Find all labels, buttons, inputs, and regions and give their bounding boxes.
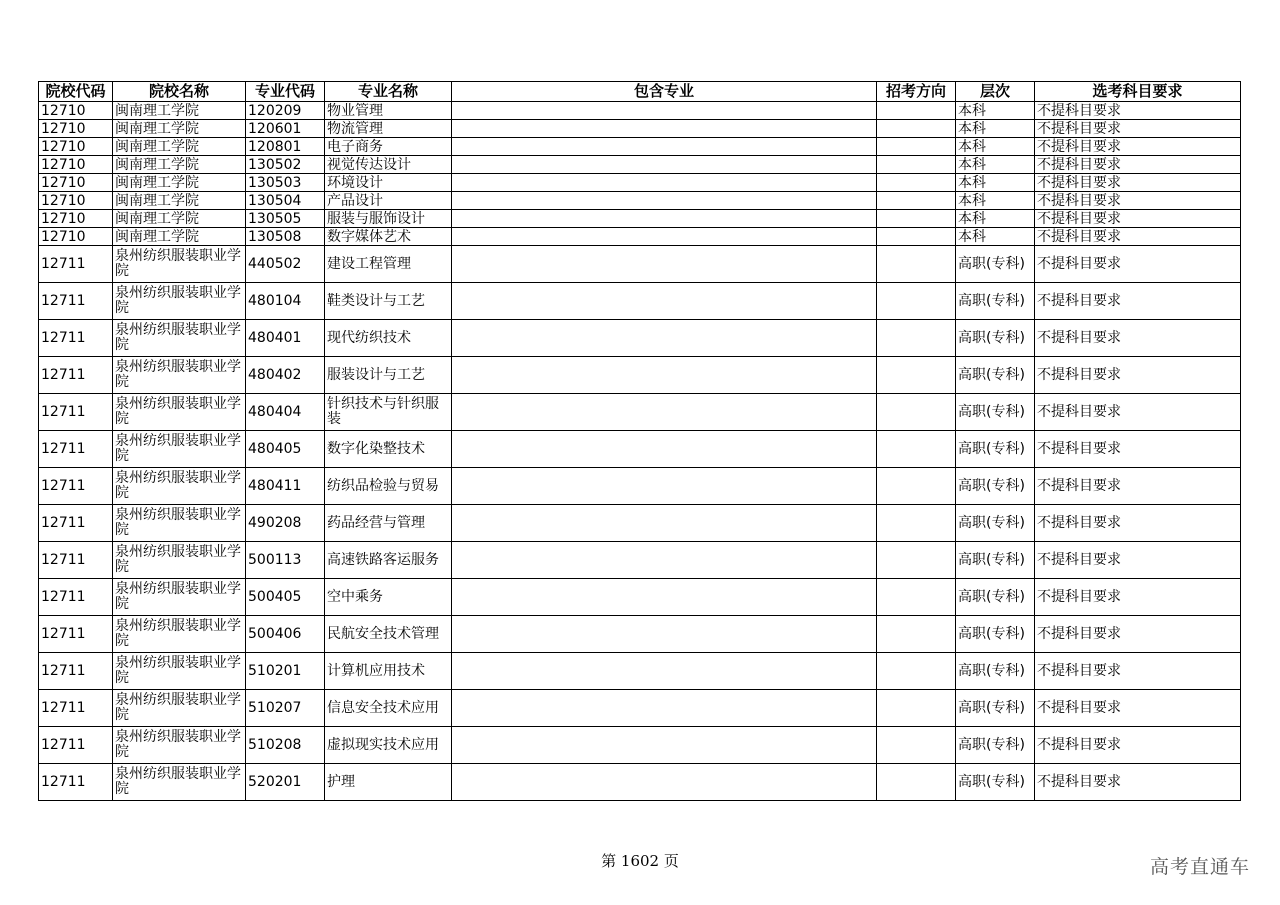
school-code-cell: 12710 (39, 228, 113, 246)
included-majors-cell (452, 210, 877, 228)
table-row (39, 764, 1241, 801)
direction-cell (877, 192, 956, 210)
direction-cell (877, 246, 956, 283)
school-name-cell: 泉州纺织服装职业学院 (113, 727, 246, 764)
subject-requirement-cell: 不提科目要求 (1035, 616, 1241, 653)
school-name-cell: 泉州纺织服装职业学院 (113, 394, 246, 431)
major-name-cell: 物流管理 (325, 120, 452, 138)
school-name-cell: 泉州纺织服装职业学院 (113, 579, 246, 616)
admissions-table (38, 81, 1241, 801)
included-majors-cell (452, 156, 877, 174)
table-row (39, 542, 1241, 579)
included-majors-cell (452, 394, 877, 431)
level-cell: 高职(专科) (956, 616, 1035, 653)
school-code-cell: 12711 (39, 357, 113, 394)
header-major-code: 专业代码 (246, 82, 325, 102)
major-code-cell: 130504 (246, 192, 325, 210)
direction-cell (877, 156, 956, 174)
subject-requirement-cell: 不提科目要求 (1035, 246, 1241, 283)
major-code-cell: 120601 (246, 120, 325, 138)
table-row (39, 120, 1241, 138)
included-majors-cell (452, 764, 877, 801)
included-majors-cell (452, 246, 877, 283)
direction-cell (877, 431, 956, 468)
school-code-cell: 12710 (39, 210, 113, 228)
header-level: 层次 (956, 82, 1035, 102)
school-code-cell: 12711 (39, 246, 113, 283)
direction-cell (877, 283, 956, 320)
page-number: 第 1602 页 (601, 852, 679, 870)
table-row (39, 192, 1241, 210)
direction-cell (877, 120, 956, 138)
school-code-cell: 12711 (39, 653, 113, 690)
major-name-cell: 计算机应用技术 (325, 653, 452, 690)
table-row (39, 431, 1241, 468)
level-cell: 高职(专科) (956, 320, 1035, 357)
school-code-cell: 12710 (39, 192, 113, 210)
level-cell: 高职(专科) (956, 764, 1035, 801)
level-cell: 高职(专科) (956, 283, 1035, 320)
school-name-cell: 泉州纺织服装职业学院 (113, 431, 246, 468)
header-major-name: 专业名称 (325, 82, 452, 102)
table-row (39, 505, 1241, 542)
school-code-cell: 12711 (39, 690, 113, 727)
included-majors-cell (452, 542, 877, 579)
table-row (39, 138, 1241, 156)
school-name-cell: 闽南理工学院 (113, 138, 246, 156)
major-code-cell: 130508 (246, 228, 325, 246)
major-name-cell: 视觉传达设计 (325, 156, 452, 174)
direction-cell (877, 764, 956, 801)
direction-cell (877, 138, 956, 156)
included-majors-cell (452, 505, 877, 542)
school-name-cell: 闽南理工学院 (113, 210, 246, 228)
major-code-cell: 510207 (246, 690, 325, 727)
major-code-cell: 440502 (246, 246, 325, 283)
major-name-cell: 数字化染整技术 (325, 431, 452, 468)
major-name-cell: 产品设计 (325, 192, 452, 210)
table-row (39, 283, 1241, 320)
header-included-majors: 包含专业 (452, 82, 877, 102)
school-name-cell: 泉州纺织服装职业学院 (113, 320, 246, 357)
school-code-cell: 12710 (39, 174, 113, 192)
major-code-cell: 510208 (246, 727, 325, 764)
school-code-cell: 12710 (39, 102, 113, 120)
subject-requirement-cell: 不提科目要求 (1035, 102, 1241, 120)
major-name-cell: 现代纺织技术 (325, 320, 452, 357)
major-code-cell: 120209 (246, 102, 325, 120)
major-code-cell: 480411 (246, 468, 325, 505)
table-row (39, 210, 1241, 228)
major-code-cell: 480104 (246, 283, 325, 320)
school-code-cell: 12710 (39, 138, 113, 156)
subject-requirement-cell: 不提科目要求 (1035, 764, 1241, 801)
direction-cell (877, 505, 956, 542)
included-majors-cell (452, 616, 877, 653)
major-name-cell: 鞋类设计与工艺 (325, 283, 452, 320)
subject-requirement-cell: 不提科目要求 (1035, 138, 1241, 156)
major-code-cell: 480402 (246, 357, 325, 394)
major-code-cell: 130502 (246, 156, 325, 174)
included-majors-cell (452, 120, 877, 138)
included-majors-cell (452, 579, 877, 616)
included-majors-cell (452, 320, 877, 357)
school-name-cell: 泉州纺织服装职业学院 (113, 542, 246, 579)
school-name-cell: 泉州纺织服装职业学院 (113, 283, 246, 320)
direction-cell (877, 357, 956, 394)
level-cell: 本科 (956, 192, 1035, 210)
major-name-cell: 物业管理 (325, 102, 452, 120)
direction-cell (877, 102, 956, 120)
level-cell: 高职(专科) (956, 394, 1035, 431)
header-school-name: 院校名称 (113, 82, 246, 102)
major-name-cell: 数字媒体艺术 (325, 228, 452, 246)
level-cell: 本科 (956, 120, 1035, 138)
subject-requirement-cell: 不提科目要求 (1035, 228, 1241, 246)
direction-cell (877, 542, 956, 579)
table-row (39, 690, 1241, 727)
school-code-cell: 12711 (39, 283, 113, 320)
major-code-cell: 120801 (246, 138, 325, 156)
direction-cell (877, 320, 956, 357)
subject-requirement-cell: 不提科目要求 (1035, 690, 1241, 727)
included-majors-cell (452, 468, 877, 505)
school-code-cell: 12711 (39, 579, 113, 616)
included-majors-cell (452, 102, 877, 120)
included-majors-cell (452, 357, 877, 394)
school-name-cell: 闽南理工学院 (113, 174, 246, 192)
major-name-cell: 药品经营与管理 (325, 505, 452, 542)
subject-requirement-cell: 不提科目要求 (1035, 653, 1241, 690)
level-cell: 高职(专科) (956, 690, 1035, 727)
table-row (39, 156, 1241, 174)
direction-cell (877, 394, 956, 431)
school-code-cell: 12711 (39, 394, 113, 431)
subject-requirement-cell: 不提科目要求 (1035, 357, 1241, 394)
level-cell: 高职(专科) (956, 431, 1035, 468)
subject-requirement-cell: 不提科目要求 (1035, 542, 1241, 579)
school-name-cell: 闽南理工学院 (113, 228, 246, 246)
subject-requirement-cell: 不提科目要求 (1035, 120, 1241, 138)
header-direction: 招考方向 (877, 82, 956, 102)
school-code-cell: 12711 (39, 764, 113, 801)
included-majors-cell (452, 431, 877, 468)
included-majors-cell (452, 138, 877, 156)
major-name-cell: 民航安全技术管理 (325, 616, 452, 653)
table-row (39, 579, 1241, 616)
direction-cell (877, 468, 956, 505)
level-cell: 高职(专科) (956, 246, 1035, 283)
direction-cell (877, 727, 956, 764)
level-cell: 本科 (956, 102, 1035, 120)
level-cell: 本科 (956, 156, 1035, 174)
school-name-cell: 闽南理工学院 (113, 120, 246, 138)
school-name-cell: 闽南理工学院 (113, 192, 246, 210)
major-code-cell: 510201 (246, 653, 325, 690)
major-code-cell: 500405 (246, 579, 325, 616)
direction-cell (877, 690, 956, 727)
table-row (39, 320, 1241, 357)
major-name-cell: 虚拟现实技术应用 (325, 727, 452, 764)
school-name-cell: 泉州纺织服装职业学院 (113, 505, 246, 542)
included-majors-cell (452, 192, 877, 210)
included-majors-cell (452, 228, 877, 246)
school-code-cell: 12711 (39, 505, 113, 542)
included-majors-cell (452, 727, 877, 764)
major-name-cell: 服装与服饰设计 (325, 210, 452, 228)
school-name-cell: 泉州纺织服装职业学院 (113, 246, 246, 283)
major-name-cell: 信息安全技术应用 (325, 690, 452, 727)
table-row (39, 394, 1241, 431)
level-cell: 高职(专科) (956, 357, 1035, 394)
major-name-cell: 纺织品检验与贸易 (325, 468, 452, 505)
major-code-cell: 480405 (246, 431, 325, 468)
school-name-cell: 闽南理工学院 (113, 102, 246, 120)
major-name-cell: 高速铁路客运服务 (325, 542, 452, 579)
header-row (39, 82, 1241, 102)
major-name-cell: 护理 (325, 764, 452, 801)
major-name-cell: 环境设计 (325, 174, 452, 192)
table-row (39, 727, 1241, 764)
subject-requirement-cell: 不提科目要求 (1035, 283, 1241, 320)
watermark: 高考直通车 (1149, 856, 1250, 878)
school-name-cell: 泉州纺织服装职业学院 (113, 468, 246, 505)
level-cell: 高职(专科) (956, 542, 1035, 579)
direction-cell (877, 579, 956, 616)
school-name-cell: 泉州纺织服装职业学院 (113, 690, 246, 727)
level-cell: 高职(专科) (956, 579, 1035, 616)
school-code-cell: 12711 (39, 431, 113, 468)
included-majors-cell (452, 174, 877, 192)
major-name-cell: 针织技术与针织服装 (325, 394, 452, 431)
level-cell: 本科 (956, 228, 1035, 246)
school-code-cell: 12711 (39, 468, 113, 505)
major-name-cell: 空中乘务 (325, 579, 452, 616)
major-code-cell: 490208 (246, 505, 325, 542)
level-cell: 高职(专科) (956, 727, 1035, 764)
included-majors-cell (452, 283, 877, 320)
major-code-cell: 520201 (246, 764, 325, 801)
table-row (39, 174, 1241, 192)
major-code-cell: 130505 (246, 210, 325, 228)
direction-cell (877, 653, 956, 690)
header-subject-requirement: 选考科目要求 (1035, 82, 1241, 102)
subject-requirement-cell: 不提科目要求 (1035, 505, 1241, 542)
level-cell: 高职(专科) (956, 505, 1035, 542)
school-code-cell: 12711 (39, 542, 113, 579)
major-name-cell: 建设工程管理 (325, 246, 452, 283)
school-code-cell: 12711 (39, 616, 113, 653)
major-code-cell: 480404 (246, 394, 325, 431)
subject-requirement-cell: 不提科目要求 (1035, 192, 1241, 210)
subject-requirement-cell: 不提科目要求 (1035, 320, 1241, 357)
subject-requirement-cell: 不提科目要求 (1035, 210, 1241, 228)
major-name-cell: 电子商务 (325, 138, 452, 156)
direction-cell (877, 174, 956, 192)
level-cell: 本科 (956, 138, 1035, 156)
school-name-cell: 泉州纺织服装职业学院 (113, 616, 246, 653)
subject-requirement-cell: 不提科目要求 (1035, 727, 1241, 764)
school-name-cell: 闽南理工学院 (113, 156, 246, 174)
direction-cell (877, 228, 956, 246)
level-cell: 本科 (956, 174, 1035, 192)
subject-requirement-cell: 不提科目要求 (1035, 174, 1241, 192)
table-row (39, 102, 1241, 120)
level-cell: 本科 (956, 210, 1035, 228)
school-name-cell: 泉州纺织服装职业学院 (113, 764, 246, 801)
level-cell: 高职(专科) (956, 653, 1035, 690)
school-name-cell: 泉州纺织服装职业学院 (113, 357, 246, 394)
subject-requirement-cell: 不提科目要求 (1035, 468, 1241, 505)
school-code-cell: 12710 (39, 156, 113, 174)
subject-requirement-cell: 不提科目要求 (1035, 156, 1241, 174)
school-code-cell: 12711 (39, 727, 113, 764)
table-row (39, 616, 1241, 653)
school-code-cell: 12710 (39, 120, 113, 138)
header-school-code: 院校代码 (39, 82, 113, 102)
subject-requirement-cell: 不提科目要求 (1035, 431, 1241, 468)
direction-cell (877, 616, 956, 653)
subject-requirement-cell: 不提科目要求 (1035, 579, 1241, 616)
subject-requirement-cell: 不提科目要求 (1035, 394, 1241, 431)
included-majors-cell (452, 653, 877, 690)
table-row (39, 228, 1241, 246)
direction-cell (877, 210, 956, 228)
major-name-cell: 服装设计与工艺 (325, 357, 452, 394)
table-row (39, 357, 1241, 394)
major-code-cell: 500406 (246, 616, 325, 653)
table-row (39, 468, 1241, 505)
major-code-cell: 480401 (246, 320, 325, 357)
school-code-cell: 12711 (39, 320, 113, 357)
included-majors-cell (452, 690, 877, 727)
major-code-cell: 500113 (246, 542, 325, 579)
level-cell: 高职(专科) (956, 468, 1035, 505)
major-code-cell: 130503 (246, 174, 325, 192)
school-name-cell: 泉州纺织服装职业学院 (113, 653, 246, 690)
table-row (39, 653, 1241, 690)
table-row (39, 246, 1241, 283)
